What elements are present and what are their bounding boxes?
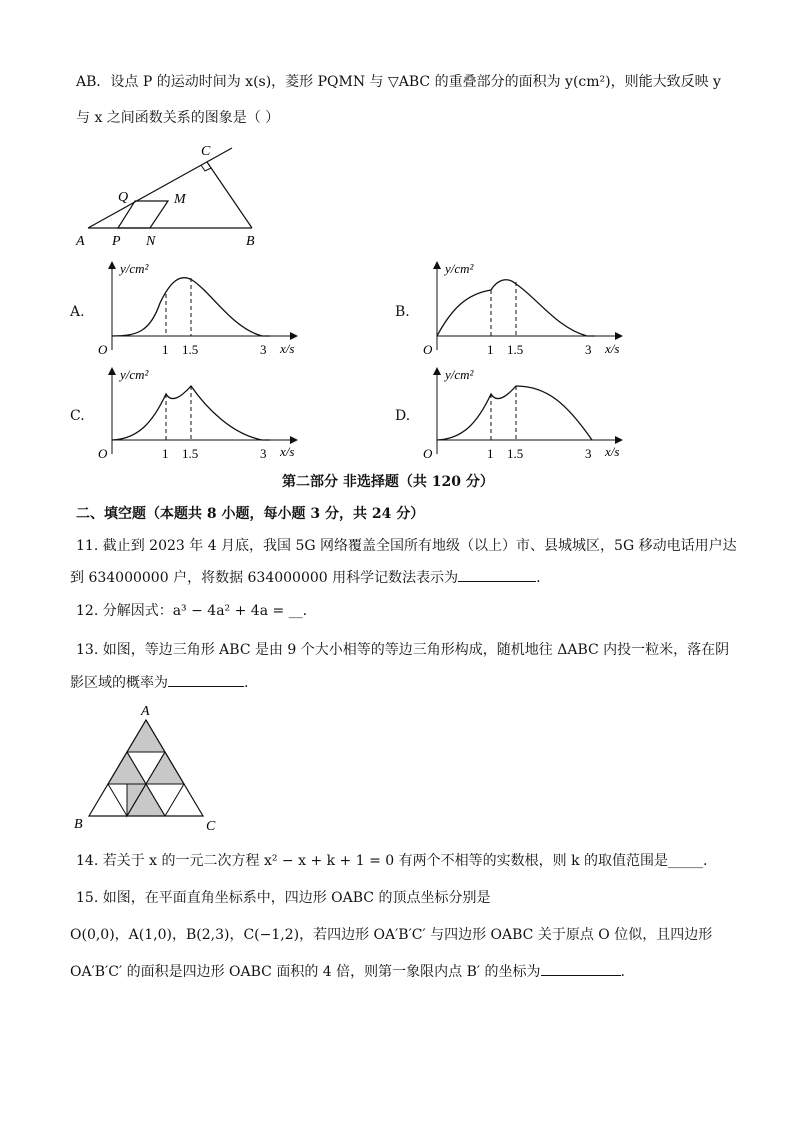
part2-title: 第二部分 非选择题（共 120 分）: [282, 474, 494, 490]
q10-line1: AB．设点 P 的运动时间为 x(s)，菱形 PQMN 与 ▽ABC 的重叠部分的面积为 y(cm²)，则能大致反映 y: [76, 74, 721, 90]
q15-answer-blank[interactable]: [541, 961, 621, 976]
graph-xlabel: x/s: [605, 341, 620, 356]
q11-line2-text: 到 634000000 户，将数据 634000000 用科学记数法表示为: [70, 570, 459, 586]
section-title: 二、填空题（本题共 8 小题，每小题 3 分，共 24 分）: [76, 506, 425, 522]
label-Q: Q: [118, 190, 129, 205]
q11-answer-blank[interactable]: [458, 567, 536, 582]
q14-text: 14. 若关于 x 的一元二次方程 x² − x + k + 1 = 0 有两个不相等的实数根，则 k 的取值范围是_____.: [76, 853, 708, 869]
q11-line1: 11. 截止到 2023 年 4 月底，我国 5G 网络覆盖全国所有地级（以上）市、县城城区，5G 移动电话用户达: [76, 538, 737, 554]
q15-line3: [70, 961, 625, 982]
graph-origin: O: [423, 342, 433, 357]
q12-text: 12. 分解因式：a³ − 4a² + 4a = __.: [76, 603, 308, 619]
q11-line2-end: .: [536, 570, 541, 586]
graph-ylabel: y/cm²: [120, 367, 149, 382]
option-letter: B.: [395, 304, 410, 320]
q13-answer-blank[interactable]: [168, 672, 244, 687]
q15-line1: 15. 如图，在平面直角坐标系中，四边形 OABC 的顶点坐标分别是: [76, 890, 491, 906]
tick-3: 3: [585, 446, 592, 461]
label-C: C: [201, 144, 211, 159]
label-M: M: [174, 192, 186, 207]
q13-line2-text: 影区域的概率为: [70, 675, 168, 691]
q13-line2-end: .: [244, 675, 249, 691]
tick-1: 1: [162, 446, 169, 461]
tick-3: 3: [260, 446, 267, 461]
graph-ylabel: y/cm²: [445, 367, 474, 382]
label-B: B: [74, 817, 83, 832]
option-letter: C.: [70, 408, 85, 424]
q13-triangle-figure: [70, 702, 230, 836]
q10-line2: 与 x 之间函数关系的图象是（ ）: [76, 110, 280, 126]
graph-xlabel: x/s: [605, 444, 620, 459]
q15-line3-text: OA′B′C′ 的面积是四边形 OABC 面积的 4 倍，则第一象限内点 B′ 的坐标为: [70, 964, 541, 980]
label-C: C: [206, 819, 216, 834]
option-A[interactable]: [70, 258, 310, 362]
option-C[interactable]: [70, 364, 310, 468]
option-letter: A.: [70, 304, 85, 320]
graph-B: [417, 258, 637, 362]
graph-origin: O: [98, 342, 108, 357]
tick-3: 3: [260, 342, 267, 357]
graph-C: [92, 364, 312, 468]
q13-line2: [70, 672, 248, 693]
tick-1: 1: [487, 342, 494, 357]
graph-xlabel: x/s: [280, 444, 295, 459]
tick-1.5: 1.5: [182, 342, 199, 357]
graph-D: [417, 364, 637, 468]
option-B[interactable]: [395, 258, 635, 362]
graph-ylabel: y/cm²: [445, 261, 474, 276]
label-N: N: [146, 234, 156, 249]
tick-3: 3: [585, 342, 592, 357]
graph-ylabel: y/cm²: [120, 261, 149, 276]
label-A: A: [76, 234, 85, 249]
q15-line3-end: .: [620, 964, 625, 980]
label-B: B: [246, 234, 255, 249]
tick-1: 1: [162, 342, 169, 357]
option-letter: D.: [395, 408, 411, 424]
label-A: A: [141, 704, 150, 719]
q11-line2: [70, 567, 541, 588]
q15-line2: O(0,0)，A(1,0)，B(2,3)，C(−1,2)，若四边形 OA′B′C′ 与四边形 OABC 关于原点 O 位似，且四边形: [70, 927, 713, 943]
graph-xlabel: x/s: [280, 341, 295, 356]
label-P: P: [112, 234, 121, 249]
tick-1.5: 1.5: [507, 342, 524, 357]
graph-origin: O: [423, 446, 433, 461]
tick-1.5: 1.5: [182, 446, 199, 461]
graph-origin: O: [98, 446, 108, 461]
tick-1.5: 1.5: [507, 446, 524, 461]
q10-triangle-figure: [70, 138, 270, 258]
graph-A: [92, 258, 312, 362]
option-D[interactable]: [395, 364, 635, 468]
q13-line1: 13. 如图，等边三角形 ABC 是由 9 个大小相等的等边三角形构成，随机地往 ΔABC 内投一粒米，落在阴: [76, 642, 730, 658]
tick-1: 1: [487, 446, 494, 461]
